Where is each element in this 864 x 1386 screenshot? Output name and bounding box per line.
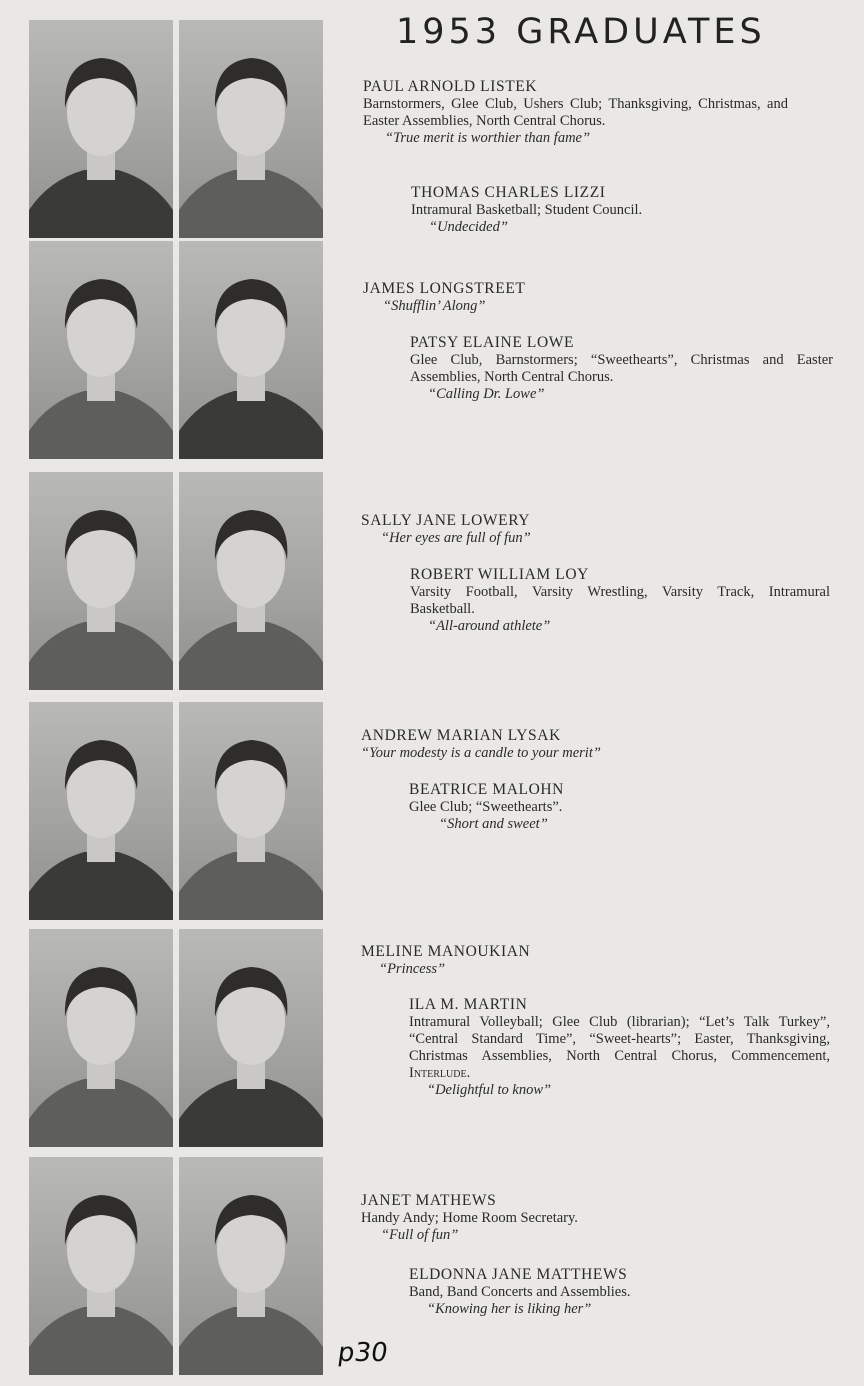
graduate-quote: “Delightful to know”	[427, 1082, 552, 1098]
graduate-quote: “All-around athlete”	[428, 618, 551, 634]
graduate-activities: Handy Andy; Home Room Secretary.	[361, 1210, 578, 1226]
graduate-entry-lowery	[361, 512, 786, 547]
graduate-entry-malohn	[409, 781, 829, 833]
graduate-quote: “Knowing her is liking her”	[427, 1301, 592, 1317]
graduate-activities: Varsity Football, Varsity Wrestling, Varsity Track, Intramural Basketball.	[410, 584, 830, 617]
activities-smallcaps-text: Interlude.	[409, 1065, 471, 1081]
graduate-entry-martin	[409, 996, 830, 1099]
portrait-photo-malohn	[179, 702, 323, 920]
graduate-activities	[409, 1014, 830, 1082]
portrait-silhouette	[29, 472, 173, 690]
portrait-silhouette	[179, 702, 323, 920]
portrait-silhouette	[179, 472, 323, 690]
graduate-name: BEATRICE MALOHN	[409, 781, 564, 798]
graduate-activities: Glee Club, Barnstormers; “Sweethearts”, Christmas and Easter Assemblies, North Central Chorus.	[410, 352, 833, 385]
graduate-name: PAUL ARNOLD LISTEK	[363, 78, 538, 95]
portrait-photo-lizzi	[179, 20, 323, 238]
graduate-name: ROBERT WILLIAM LOY	[410, 566, 589, 583]
portrait-silhouette	[179, 1157, 323, 1375]
graduate-entry-longstreet	[363, 280, 788, 315]
graduate-name: SALLY JANE LOWERY	[361, 512, 531, 529]
page-title: 1953 GRADUATES	[396, 12, 766, 52]
portrait-photo-listek	[29, 20, 173, 238]
portrait-silhouette	[29, 1157, 173, 1375]
graduate-entry-manoukian	[361, 943, 786, 978]
graduate-entry-loy	[410, 566, 830, 635]
graduate-entry-mathews	[361, 1192, 786, 1244]
graduate-activities: Barnstormers, Glee Club, Ushers Club; Thanksgiving, Christmas, and Easter Assemblies, North Central Chorus.	[363, 96, 788, 129]
graduate-name: JAMES LONGSTREET	[363, 280, 526, 297]
activities-text: Intramural Volleyball; Glee Club (librarian); “Let’s Talk Turkey”, “Central Standard Time”, “Sweet-hearts”; Easter, Thanksgiving, Christmas Assemblies, North Central Chorus, Commencement,	[409, 1014, 830, 1064]
graduate-quote: “Her eyes are full of fun”	[381, 530, 531, 546]
graduate-name: JANET MATHEWS	[361, 1192, 497, 1209]
portrait-photo-lowery	[29, 472, 173, 690]
portrait-photo-matthews	[179, 1157, 323, 1375]
graduate-entry-lizzi	[411, 184, 831, 236]
portrait-photo-lowe	[179, 241, 323, 459]
graduate-activities: Band, Band Concerts and Assemblies.	[409, 1284, 631, 1300]
graduate-quote: “Full of fun”	[381, 1227, 459, 1243]
portrait-photo-lysak	[29, 702, 173, 920]
graduate-entry-listek	[363, 78, 788, 147]
graduate-entry-lysak	[361, 727, 791, 762]
graduate-name: ELDONNA JANE MATTHEWS	[409, 1266, 628, 1283]
graduate-name: PATSY ELAINE LOWE	[410, 334, 575, 351]
graduate-quote: “Calling Dr. Lowe”	[428, 386, 545, 402]
portrait-silhouette	[179, 241, 323, 459]
graduate-quote: “Undecided”	[429, 219, 508, 235]
graduate-quote: “True merit is worthier than fame”	[385, 130, 591, 146]
portrait-photo-loy	[179, 472, 323, 690]
graduate-quote: “Your modesty is a candle to your merit”	[361, 745, 601, 761]
portrait-silhouette	[29, 702, 173, 920]
graduate-name: THOMAS CHARLES LIZZI	[411, 184, 606, 201]
graduate-activities: Intramural Basketball; Student Council.	[411, 202, 643, 218]
portrait-silhouette	[179, 20, 323, 238]
portrait-silhouette	[29, 929, 173, 1147]
graduate-entry-matthews	[409, 1266, 829, 1318]
portrait-photo-mathews	[29, 1157, 173, 1375]
graduate-entry-lowe	[410, 334, 833, 403]
graduate-name: ILA M. MARTIN	[409, 996, 528, 1013]
graduate-name: ANDREW MARIAN LYSAK	[361, 727, 561, 744]
graduate-quote: “Short and sweet”	[439, 816, 548, 832]
portrait-silhouette	[179, 929, 323, 1147]
handwritten-page-number: p30	[335, 1338, 390, 1368]
graduate-activities: Glee Club; “Sweethearts”.	[409, 799, 563, 815]
graduate-name: MELINE MANOUKIAN	[361, 943, 531, 960]
graduate-quote: “Shufflin’ Along”	[383, 298, 486, 314]
graduate-quote: “Princess”	[379, 961, 446, 977]
portrait-photo-martin	[179, 929, 323, 1147]
portrait-photo-manoukian	[29, 929, 173, 1147]
portrait-silhouette	[29, 241, 173, 459]
portrait-silhouette	[29, 20, 173, 238]
portrait-photo-longstreet	[29, 241, 173, 459]
